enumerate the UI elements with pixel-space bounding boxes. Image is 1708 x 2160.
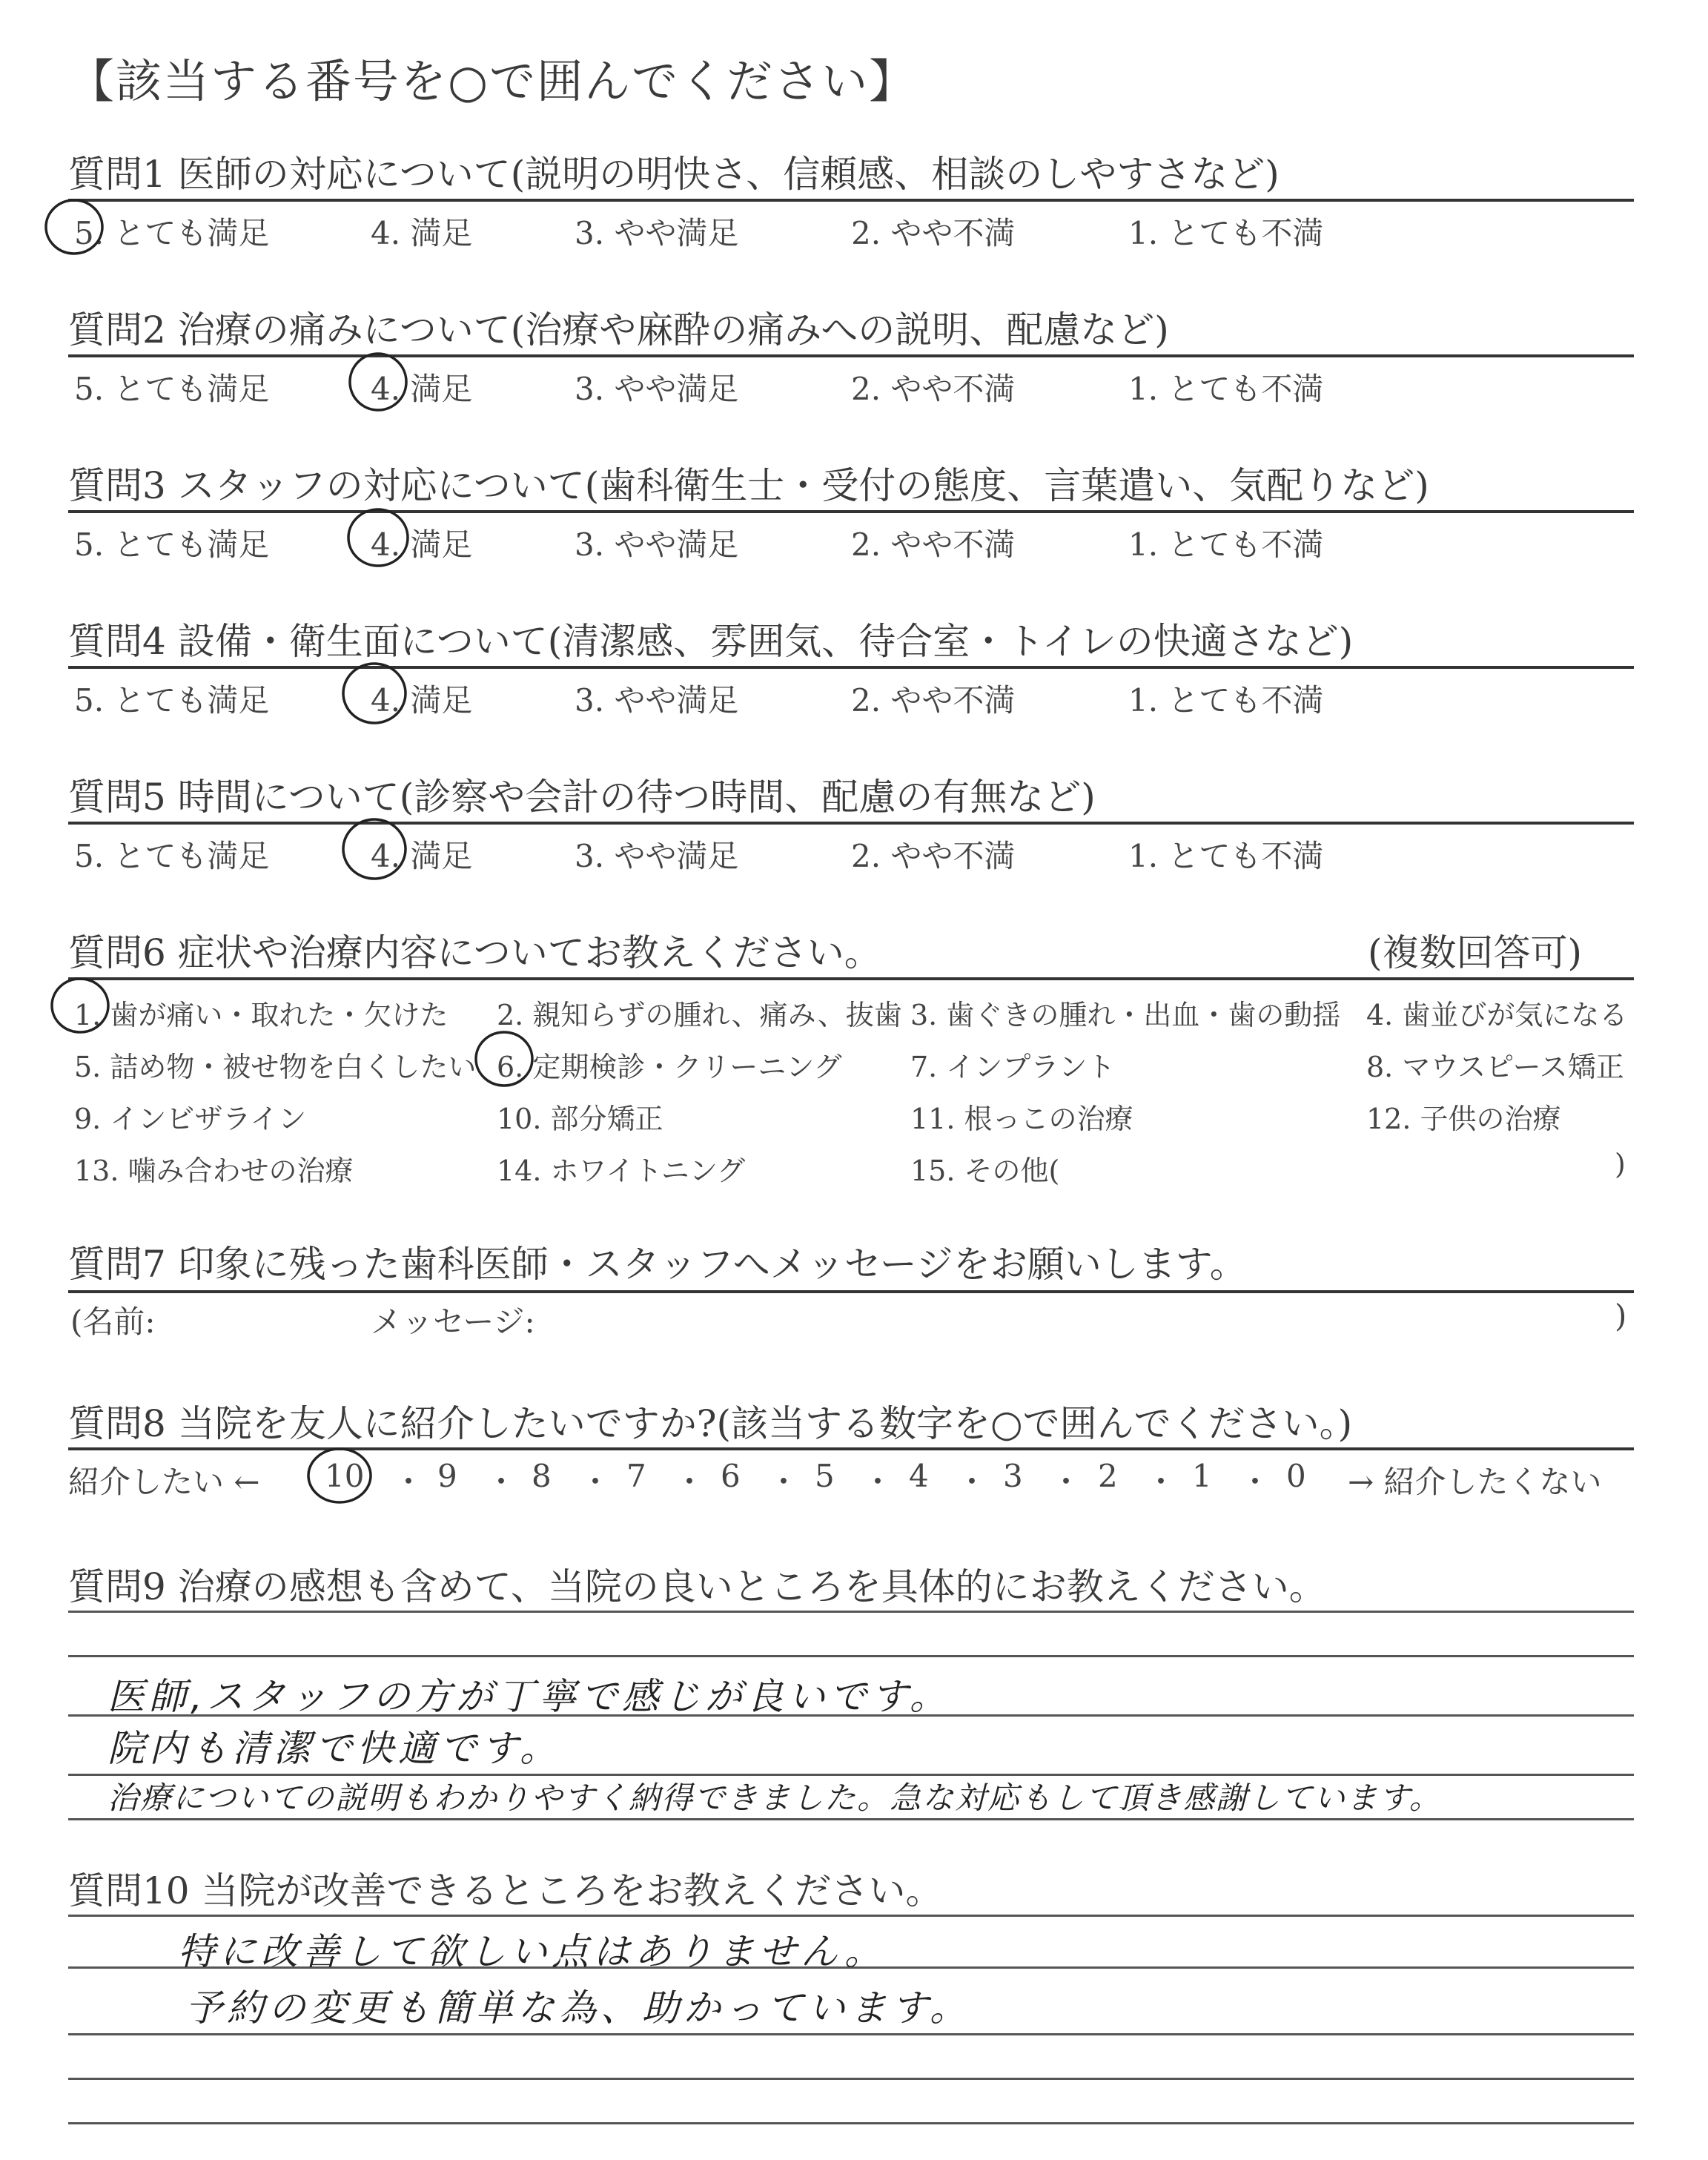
page-title: 【該当する番号を○で囲んでください】: [68, 54, 917, 108]
q3-option-1[interactable]: 1. とても不満: [1128, 526, 1324, 563]
q2-selected-circle: [350, 354, 406, 410]
scale-dot: ・: [768, 1464, 800, 1500]
scale-8[interactable]: 8: [532, 1458, 552, 1494]
q9-answer-line-2: 院内も清潔で快適です。: [107, 1727, 561, 1770]
scale-7[interactable]: 7: [626, 1458, 646, 1494]
q6-option-1[interactable]: 1. 歯が痛い・取れた・欠けた: [74, 999, 448, 1031]
q3-option-5[interactable]: 5. とても満足: [74, 526, 270, 563]
q1-option-3[interactable]: 3. やや満足: [575, 215, 739, 251]
message-close-paren: ): [1615, 1298, 1627, 1334]
question-9-label: 質問9 治療の感想も含めて、当院の良いところを具体的にお教えください。: [68, 1565, 1326, 1608]
scale-dot: ・: [393, 1464, 425, 1500]
q6-option-13[interactable]: 13. 噛み合わせの治療: [74, 1155, 354, 1187]
q6-option-12[interactable]: 12. 子供の治療: [1366, 1103, 1561, 1135]
scale-5[interactable]: 5: [815, 1458, 835, 1494]
q10-answer-line-1: 特に改善して欲しい点はありません。: [178, 1930, 886, 1973]
question-10-label: 質問10 当院が改善できるところをお教えください。: [68, 1869, 943, 1912]
q4-option-4[interactable]: 4. 満足: [371, 682, 473, 719]
q4-selected-circle: [343, 664, 406, 723]
q2-option-5[interactable]: 5. とても満足: [74, 371, 270, 407]
q8-selected-circle: [308, 1449, 371, 1502]
q3-option-2[interactable]: 2. やや不満: [851, 526, 1016, 563]
question-6-label: 質問6 症状や治療内容についてお教えください。: [68, 931, 881, 974]
q6-option-6-circle: [476, 1032, 532, 1086]
scale-0[interactable]: 0: [1286, 1458, 1306, 1494]
q6-option-11[interactable]: 11. 根っこの治療: [910, 1103, 1133, 1135]
scale-2[interactable]: 2: [1098, 1458, 1118, 1494]
q6-option-14[interactable]: 14. ホワイトニング: [497, 1155, 746, 1187]
question-2-label: 質問2 治療の痛みについて(治療や麻酔の痛みへの説明、配慮など): [68, 308, 1169, 351]
name-label: (名前:: [70, 1304, 156, 1340]
scale-dot: ・: [1239, 1464, 1271, 1500]
scale-dot: ・: [486, 1464, 517, 1500]
q4-option-5[interactable]: 5. とても満足: [74, 682, 270, 719]
q1-option-5[interactable]: 5. とても満足: [74, 215, 270, 251]
q6-option-4[interactable]: 4. 歯並びが気になる: [1366, 999, 1628, 1031]
message-label: メッセージ:: [371, 1304, 535, 1340]
q1-selected-circle: [46, 200, 102, 254]
q5-option-4[interactable]: 4. 満足: [371, 838, 473, 874]
multiple-answers-note: (複数回答可): [1368, 931, 1583, 974]
scale-1[interactable]: 1: [1192, 1458, 1212, 1494]
q6-option-7[interactable]: 7. インプラント: [910, 1051, 1116, 1083]
scale-6[interactable]: 6: [721, 1458, 741, 1494]
q1-option-4[interactable]: 4. 満足: [371, 215, 473, 251]
q6-other-close-paren: ): [1615, 1148, 1626, 1180]
q6-option-5[interactable]: 5. 詰め物・被せ物を白くしたい: [74, 1051, 477, 1083]
q2-option-3[interactable]: 3. やや満足: [575, 371, 739, 407]
q4-option-2[interactable]: 2. やや不満: [851, 682, 1016, 719]
q3-option-4[interactable]: 4. 満足: [371, 526, 473, 563]
q9-answer-line-1: 医師,スタッフの方が丁寧で感じが良いです。: [107, 1675, 951, 1718]
q5-option-5[interactable]: 5. とても満足: [74, 838, 270, 874]
scale-dot: ・: [1050, 1464, 1082, 1500]
scale-9[interactable]: 9: [437, 1458, 457, 1494]
q5-option-3[interactable]: 3. やや満足: [575, 838, 739, 874]
q2-option-1[interactable]: 1. とても不満: [1128, 371, 1324, 407]
scale-dot: ・: [1145, 1464, 1177, 1500]
scale-dot: ・: [580, 1464, 612, 1500]
q6-option-8[interactable]: 8. マウスピース矯正: [1366, 1051, 1624, 1083]
q2-option-2[interactable]: 2. やや不満: [851, 371, 1016, 407]
q5-option-2[interactable]: 2. やや不満: [851, 838, 1016, 874]
q6-option-6[interactable]: 6. 定期検診・クリーニング: [497, 1051, 842, 1083]
q6-option-10[interactable]: 10. 部分矯正: [497, 1103, 663, 1135]
question-3-label: 質問3 スタッフの対応について(歯科衛生士・受付の態度、言葉遣い、気配りなど): [68, 464, 1429, 507]
q10-answer-line-2: 予約の変更も簡単な為、助かっています。: [185, 1986, 971, 2029]
question-1-label: 質問1 医師の対応について(説明の明快さ、信頼感、相談のしやすさなど): [68, 153, 1280, 196]
q6-option-9[interactable]: 9. インビザライン: [74, 1103, 307, 1135]
q6-option-1-circle: [52, 979, 108, 1032]
q1-option-1[interactable]: 1. とても不満: [1128, 215, 1324, 251]
question-4-label: 質問4 設備・衛生面について(清潔感、雰囲気、待合室・トイレの快適さなど): [68, 620, 1354, 663]
recommend-left-label: 紹介したい ←: [68, 1464, 260, 1500]
q6-option-2[interactable]: 2. 親知らずの腫れ、痛み、抜歯: [497, 999, 902, 1031]
q5-selected-circle: [343, 819, 406, 879]
scale-dot: ・: [956, 1464, 988, 1500]
q3-option-3[interactable]: 3. やや満足: [575, 526, 739, 563]
q9-answer-line-3: 治療についての説明もわかりやすく納得できました。急な対応もして頂き感謝しています。: [107, 1780, 1442, 1816]
q5-option-1[interactable]: 1. とても不満: [1128, 838, 1324, 874]
q3-selected-circle: [348, 509, 408, 566]
q4-option-3[interactable]: 3. やや満足: [575, 682, 739, 719]
q6-option-3[interactable]: 3. 歯ぐきの腫れ・出血・歯の動揺: [910, 999, 1341, 1031]
scale-dot: ・: [674, 1464, 706, 1500]
scale-4[interactable]: 4: [909, 1458, 929, 1494]
q2-option-4[interactable]: 4. 満足: [371, 371, 473, 407]
scale-10[interactable]: 10: [325, 1458, 365, 1494]
question-8-label: 質問8 当院を友人に紹介したいですか?(該当する数字を○で囲んでください。): [68, 1402, 1353, 1445]
q6-option-15[interactable]: 15. その他(: [910, 1155, 1060, 1187]
q1-option-2[interactable]: 2. やや不満: [851, 215, 1016, 251]
recommend-right-label: → 紹介したくない: [1348, 1464, 1602, 1500]
scale-dot: ・: [862, 1464, 894, 1500]
scale-3[interactable]: 3: [1003, 1458, 1023, 1494]
question-5-label: 質問5 時間について(診察や会計の待つ時間、配慮の有無など): [68, 776, 1096, 819]
q4-option-1[interactable]: 1. とても不満: [1128, 682, 1324, 719]
question-7-label: 質問7 印象に残った歯科医師・スタッフへメッセージをお願いします。: [68, 1243, 1247, 1286]
